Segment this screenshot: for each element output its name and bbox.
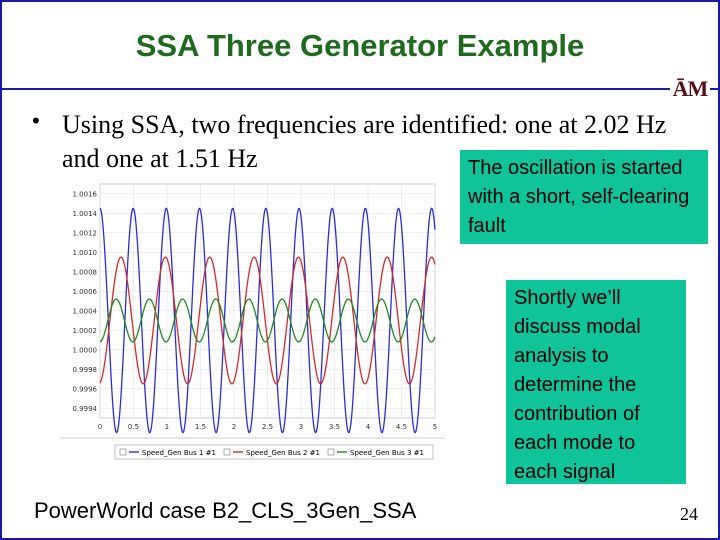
y-tick-label: 1.0012 bbox=[72, 229, 97, 238]
page-number: 24 bbox=[680, 504, 698, 524]
x-tick-label: 2.5 bbox=[261, 423, 274, 431]
y-tick-label: 1.0014 bbox=[72, 209, 97, 218]
y-tick-label: 1.0004 bbox=[72, 307, 97, 316]
legend-label: Speed_Gen Bus 3 #1 bbox=[350, 449, 424, 457]
note-modal-analysis: Shortly we’ll discuss modal analysis to determine the contribution of each mode to each signal bbox=[506, 280, 686, 484]
x-tick-label: 1.5 bbox=[194, 423, 207, 431]
y-tick-label: 1.0000 bbox=[72, 346, 97, 355]
legend-checkbox bbox=[120, 449, 126, 455]
legend-label: Speed_Gen Bus 2 #1 bbox=[246, 449, 320, 457]
slide-title: SSA Three Generator Example bbox=[135, 28, 585, 63]
x-tick-label: 5 bbox=[432, 423, 438, 431]
x-tick-label: 1 bbox=[164, 423, 170, 431]
y-tick-label: 0.9998 bbox=[72, 365, 97, 374]
note-oscillation: The oscillation is started with a short, self-clearing fault bbox=[460, 150, 708, 244]
y-tick-label: 0.9996 bbox=[72, 385, 97, 394]
x-tick-label: 0.5 bbox=[127, 423, 140, 431]
x-tick-label: 4.5 bbox=[395, 423, 408, 431]
case-name: PowerWorld case B2_CLS_3Gen_SSA bbox=[34, 498, 417, 523]
bullet-text: Using SSA, two frequencies are identified: one at 2.02 Hz and one at 1.51 Hz bbox=[62, 110, 667, 173]
legend-checkbox bbox=[328, 449, 334, 455]
y-tick-label: 1.0008 bbox=[72, 268, 97, 277]
legend-checkbox bbox=[224, 449, 230, 455]
y-tick-label: 0.9994 bbox=[72, 404, 97, 413]
legend-label: Speed_Gen Bus 1 #1 bbox=[142, 449, 216, 457]
x-tick-label: 2 bbox=[231, 423, 237, 431]
y-tick-label: 1.0010 bbox=[72, 248, 97, 257]
logo-text: ĀM bbox=[672, 76, 708, 101]
y-tick-label: 1.0002 bbox=[72, 326, 97, 335]
x-tick-label: 0 bbox=[97, 423, 103, 431]
bullet-icon: • bbox=[32, 108, 40, 133]
university-logo bbox=[670, 72, 710, 108]
x-tick-label: 3.5 bbox=[328, 423, 341, 431]
y-tick-label: 1.0006 bbox=[72, 287, 97, 296]
title-bar bbox=[0, 0, 720, 90]
y-tick-label: 1.0016 bbox=[72, 190, 97, 199]
x-tick-label: 4 bbox=[365, 423, 371, 431]
x-tick-label: 3 bbox=[298, 423, 304, 431]
speed-chart bbox=[60, 178, 445, 468]
